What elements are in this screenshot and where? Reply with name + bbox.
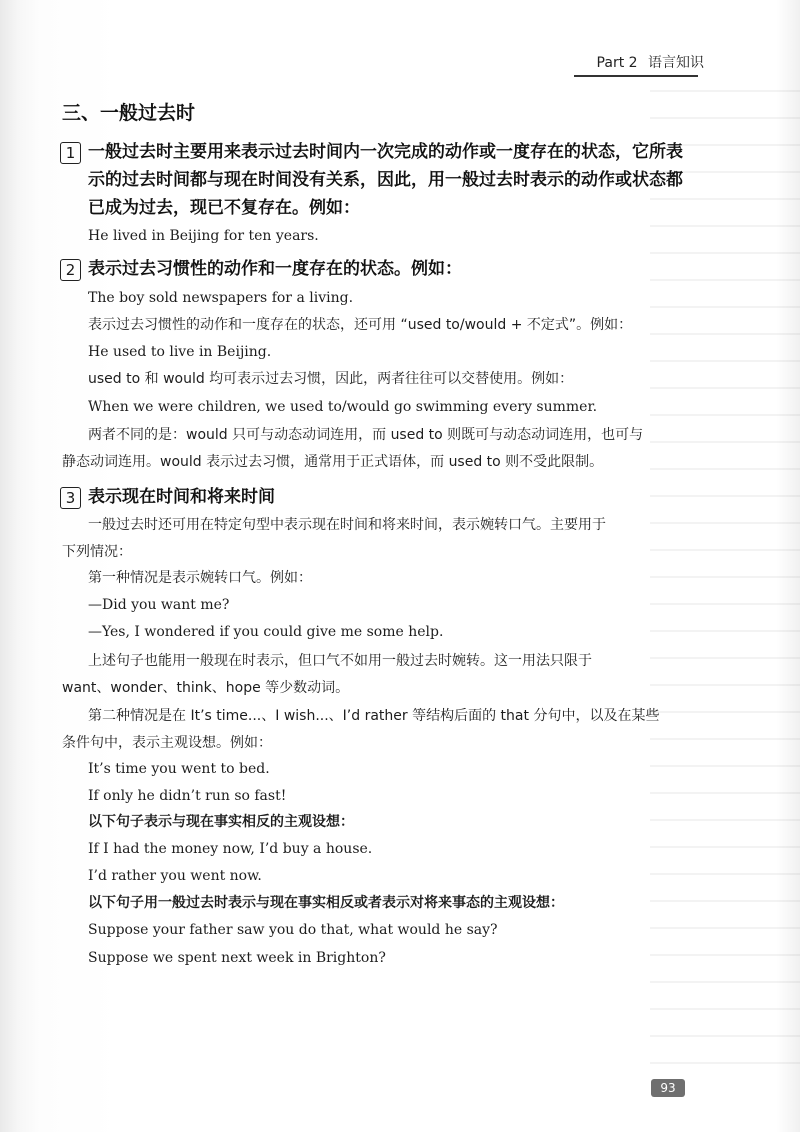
point-2-line-1: The boy sold newspapers for a living. bbox=[88, 290, 354, 306]
section-title: 三、一般过去时 bbox=[62, 102, 196, 124]
point-3-line-13: If I had the money now, I’d buy a house. bbox=[88, 841, 373, 857]
point-3-number-box: 3 bbox=[60, 487, 81, 509]
point-3-line-12: 以下句子表示与现在事实相反的主观设想： bbox=[88, 814, 354, 830]
point-3-line-4: —Did you want me? bbox=[88, 597, 230, 613]
page-number: 93 bbox=[651, 1079, 685, 1097]
point-3-line-8: 第二种情况是在 It’s time...、I wish...、I’d rather 等结构后面的 that 分句中，以及在某些 bbox=[88, 708, 660, 724]
point-2-number-box: 2 bbox=[60, 259, 81, 281]
point-3-line-2: 下列情况： bbox=[62, 544, 132, 560]
point-3-heading: 表示现在时间和将来时间 bbox=[88, 487, 275, 507]
point-1-example: He lived in Beijing for ten years. bbox=[88, 228, 319, 244]
point-1-number-box: 1 bbox=[60, 142, 81, 164]
point-1-heading-line-1: 一般过去时主要用来表示过去时间内一次完成的动作或一度存在的状态，它所表 bbox=[88, 142, 683, 162]
point-2-line-2: 表示过去习惯性的动作和一度存在的状态，还可用 “used to/would + 不定式”。例如： bbox=[88, 317, 633, 333]
point-3-line-9: 条件句中，表示主观设想。例如： bbox=[62, 735, 272, 751]
point-3-line-17: Suppose we spent next week in Brighton? bbox=[88, 950, 386, 966]
point-3-line-10: It’s time you went to bed. bbox=[88, 761, 270, 777]
bleed-through-shadow bbox=[650, 90, 800, 1070]
point-3-line-1: 一般过去时还可用在特定句型中表示现在时间和将来时间，表示婉转口气。主要用于 bbox=[88, 517, 606, 533]
point-3-line-3: 第一种情况是表示婉转口气。例如： bbox=[88, 570, 312, 586]
point-3-line-7: want、wonder、think、hope 等少数动词。 bbox=[62, 680, 350, 696]
point-2-line-4: used to 和 would 均可表示过去习惯，因此，两者往往可以交替使用。例如： bbox=[88, 371, 574, 387]
point-2-heading: 表示过去习惯性的动作和一度存在的状态。例如： bbox=[88, 259, 462, 279]
point-2-line-5: When we were children, we used to/would go swimming every summer. bbox=[88, 399, 598, 415]
point-1-heading-line-2: 示的过去时间都与现在时间没有关系，因此，用一般过去时表示的动作或状态都 bbox=[88, 170, 683, 190]
point-1-heading-line-3: 已成为过去，现已不复存在。例如： bbox=[88, 198, 360, 218]
point-2-line-7: 静态动词连用。would 表示过去习惯，通常用于正式语体，而 used to 则不受此限制。 bbox=[62, 454, 604, 470]
running-header bbox=[597, 52, 704, 72]
point-3-line-6: 上述句子也能用一般现在时表示，但口气不如用一般过去时婉转。这一用法只限于 bbox=[88, 653, 592, 669]
point-3-line-15: 以下句子用一般过去时表示与现在事实相反或者表示对将来事态的主观设想： bbox=[88, 895, 564, 911]
point-3-line-14: I’d rather you went now. bbox=[88, 868, 262, 884]
point-3-line-16: Suppose your father saw you do that, what would he say? bbox=[88, 922, 498, 938]
header-rule bbox=[574, 75, 698, 77]
point-3-line-5: —Yes, I wondered if you could give me some help. bbox=[88, 624, 444, 640]
point-2-line-6: 两者不同的是：would 只可与动态动词连用，而 used to 则既可与动态动词连用，也可与 bbox=[88, 427, 644, 443]
header-part: Part 2 bbox=[596, 55, 638, 71]
header-title: 语言知识 bbox=[648, 55, 704, 71]
point-3-line-11: If only he didn’t run so fast! bbox=[88, 788, 287, 804]
point-2-line-3: He used to live in Beijing. bbox=[88, 344, 272, 360]
